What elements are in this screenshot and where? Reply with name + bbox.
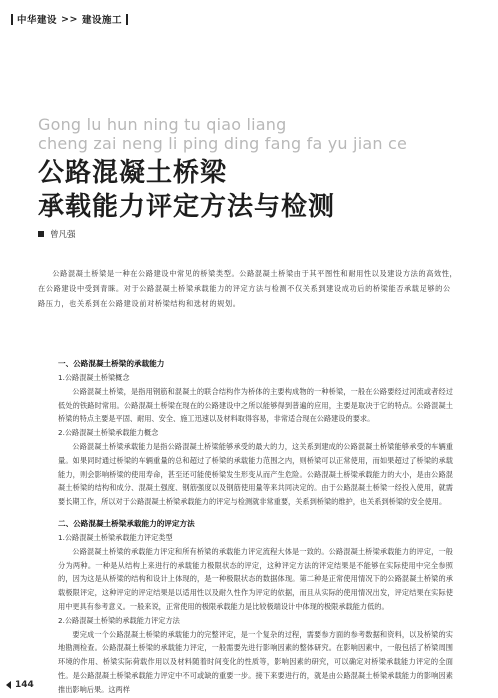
page-number: 144 [15, 680, 34, 690]
subsection-heading: 1.公路混凝土桥梁承载能力评定类型 [58, 532, 173, 542]
article-title-line-2: 承载能力评定方法与检测 [38, 192, 336, 222]
section-spacer [58, 509, 453, 517]
author-square-icon [38, 231, 44, 237]
page-footer [6, 680, 34, 690]
pinyin-line-2: cheng zai neng li ping ding fang fa yu jian ce [38, 134, 408, 153]
section-heading: 一、公路混凝土桥梁的承载能力 [58, 359, 165, 368]
running-header [7, 12, 132, 26]
paragraph: 公路混凝土桥梁，是指用钢筋和混凝土的联合结构作为桥体的主要构成物的一种桥梁，一般在公路要经过河流或者经过低处的铁路时常用。公路混凝土桥梁在现在的公路建设中之所以能够得到普遍的应用，主要是取决于它的特点。公路混凝土桥梁的特点主要是平固、耐用、安全、施工迅速以及材料取得容易，非常适合现在公路建设的要求。 [58, 386, 453, 424]
pinyin-line-1: Gong lu hun ning tu qiao liang [38, 115, 287, 134]
header-bar-left [11, 14, 13, 25]
subsection-heading: 1.公路混凝土桥梁概念 [58, 373, 130, 382]
author-name: 曾凡强 [50, 230, 76, 240]
section-heading: 二、公路混凝土桥梁承载能力的评定方法 [58, 518, 195, 528]
header-bar-right [126, 14, 128, 25]
subsection-heading: 2.公路混凝土桥梁的承载能力评定方法 [58, 615, 180, 625]
left-triangle-icon [6, 681, 11, 689]
article-body [58, 357, 453, 697]
section-name: 建设施工 [81, 15, 122, 26]
journal-name: 中华建设 [17, 15, 58, 26]
subsection-heading: 2.公路混凝土桥梁承载能力概念 [58, 428, 159, 438]
abstract: 公路混凝土桥梁是一种在公路建设中常见的桥梁类型。公路混凝土桥梁由于其平图性和耐用性以及建设方法的高效性，在公路建设中受到青睐。对于公路混凝土桥梁承载能力的评定方法与检测不仅关系到建设成功后的桥梁能否承载足够的公路压力，也关系到在公路建设前对桥梁结构和选材的规划。 [38, 269, 458, 308]
article-title-line-1: 公路混凝土桥梁 [38, 158, 228, 188]
header-arrows: >> [61, 13, 78, 25]
paragraph: 公路混凝土桥梁承载能力是指公路混凝土桥梁能够承受的最大的力，这关系到建成的公路混凝土桥梁能够承受的车辆重量。如果同时通过桥梁的车辆重量的总和超过了桥梁的承载能力范围之内，则桥梁可以正常使用，而如果超过了桥梁的承载能力，则会影响桥梁的使用寿命，甚至还可能使桥梁发生形变从而产生危险。公路混凝土桥梁承载能力的大小，是由公路混凝土桥梁的结构和成分、混凝土强度、钢筋强度以及钢筋使用量等来共同决定的。由于公路混凝土桥梁一经投入使用，就需要长期工作，所以对于公路混凝土桥梁承载能力的评定与检测就非常重要，关系到桥梁的维护，也关系到桥梁的安全使用。 [58, 441, 453, 507]
paragraph: 公路混凝土桥梁的承载能力评定和所有桥梁的承载能力评定流程大体是一致的。公路混凝土桥梁承载能力的评定，一般分为两种。一种是从结构上来进行的承载能力极限状态的评定，这种评定方法的评定结果是不能够在实际使用中完全参照的，因为这是从桥梁的结构和设计上体现的，是一种极限状态的数据体现。第二种是正常使用情况下的公路混凝土桥梁的承载极限评定，这种评定的评定结果是以适用性以及耐久性作为评定的依据，而且从实际的使用情况出发，评定结果在实际使用中更具有参考意义。一般来说，正常使用的极限承载能力是比较极端设计中体现的极限承载能力低的。 [58, 546, 453, 611]
author-line [38, 228, 76, 240]
paragraph: 要完成一个公路混凝土桥梁的承载能力的完整评定，是一个复杂的过程，需要参方面的参考数据和资料，以及桥梁的实地勘测检查。公路混凝土桥梁的承载能力评定，一般需要先进行影响因素的整体研究。在影响因素中，一般包括了桥梁周围环境的作用、桥梁实际荷载作用以及材料随着时间变化的性质等，影响因素的研究，可以确定对桥梁承载能力评定的全面性。是公路混凝土桥梁承载能力评定中不可或缺的重要一步。接下来要进行的，就是由公路混凝土桥梁承载能力的影响因素推出影响后果。这两样 [58, 629, 453, 694]
